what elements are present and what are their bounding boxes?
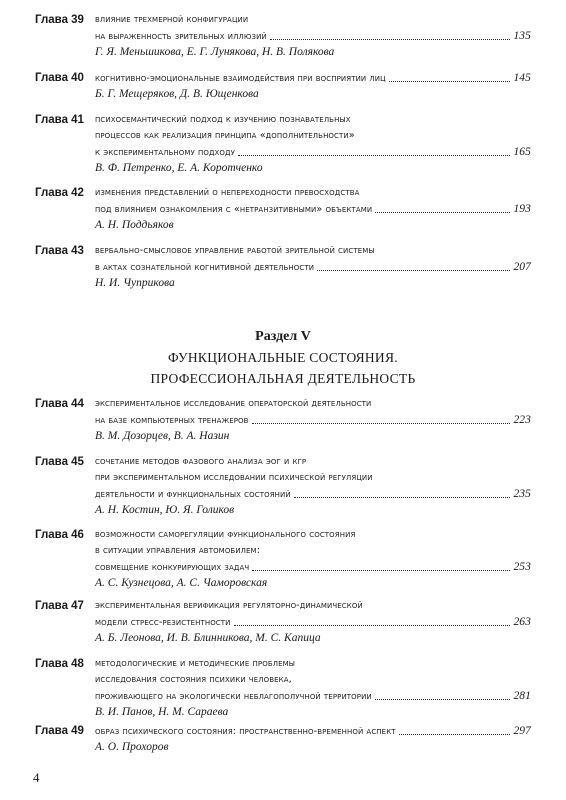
chapter-label: Глава 49 (35, 725, 84, 737)
title-line: возможности саморегуляции функционального состояния (95, 529, 356, 540)
page-ref: 297 (513, 725, 531, 737)
leader-dots (238, 154, 510, 156)
page-ref: 235 (513, 488, 531, 500)
leader-dots (375, 698, 511, 700)
authors: А. Н. Костин, Ю. Я. Голиков (95, 504, 235, 516)
title-line: экспериментальная верификация регуляторно-динамической (95, 600, 363, 611)
chapter-label: Глава 43 (35, 245, 84, 257)
title-line: на базе компьютерных тренажеров 223 (95, 414, 531, 426)
page-ref: 223 (513, 414, 531, 426)
title-line: на выраженность зрительных иллюзий 135 (95, 30, 531, 42)
title-line: образ психического состояния: пространственно-временной аспект 297 (95, 725, 531, 737)
title-line: совмещение конкурирующих задач 253 (95, 561, 531, 573)
title-line: сочетание методов фазового анализа эог и кгр (95, 456, 307, 467)
leader-dots (270, 38, 511, 40)
authors: В. М. Дозорцев, В. А. Назин (95, 430, 230, 442)
page-ref: 193 (513, 203, 531, 215)
authors: В. И. Панов, Н. М. Сараева (95, 706, 229, 718)
title-line: проживающего на экологически неблагополучной территории 281 (95, 690, 531, 702)
chapter-label: Глава 41 (35, 114, 84, 126)
title-line: к экспериментальному подходу 165 (95, 146, 531, 158)
section-label: Раздел V (255, 329, 311, 344)
title-line: процессов как реализация принципа «дополнительности» (95, 130, 355, 141)
page-ref: 135 (513, 30, 531, 42)
page-ref: 145 (513, 72, 531, 84)
leader-dots (252, 569, 510, 571)
title-line: деятельности и функциональных состояний 235 (95, 488, 531, 500)
title-line: экспериментальное исследование операторской деятельности (95, 398, 372, 409)
title-line: влияние трехмерной конфигурации (95, 14, 249, 25)
authors: А. Б. Леонова, И. В. Блинникова, М. С. Капица (95, 632, 321, 644)
leader-dots (389, 80, 511, 82)
title-line: изменения представлений о непереходности превосходства (95, 187, 360, 198)
page-ref: 253 (513, 561, 531, 573)
title-line: в актах сознательной когнитивной деятельности 207 (95, 261, 531, 273)
section-title-line-1: ФУНКЦИОНАЛЬНЫЕ СОСТОЯНИЯ. (168, 350, 398, 365)
authors: А. О. Прохоров (95, 741, 169, 753)
leader-dots (294, 496, 511, 498)
title-line: психосемантический подход к изучению познавательных (95, 114, 351, 125)
leader-dots (375, 211, 510, 213)
title-line: модели стресс-резистентности 263 (95, 616, 531, 628)
title-line: при экспериментальном исследовании психической регуляции (95, 472, 373, 483)
authors: А. С. Кузнецова, А. С. Чаморовская (95, 577, 268, 589)
page-ref: 281 (513, 690, 531, 702)
page-ref: 263 (513, 616, 531, 628)
chapter-label: Глава 39 (35, 14, 84, 26)
chapter-label: Глава 46 (35, 529, 84, 541)
authors: Н. И. Чуприкова (95, 277, 175, 289)
chapter-label: Глава 48 (35, 658, 84, 670)
title-line: вербально-смысловое управление работой зрительной системы (95, 245, 375, 256)
title-line: в ситуации управления автомобилем: (95, 545, 261, 556)
title-line: исследования состояния психики человека, (95, 674, 292, 685)
title-line: методологические и методические проблемы (95, 658, 296, 669)
chapter-label: Глава 45 (35, 456, 84, 468)
page-ref: 207 (513, 261, 531, 273)
section-title-line-2: ПРОФЕССИОНАЛЬНАЯ ДЕЯТЕЛЬНОСТЬ (150, 371, 416, 386)
leader-dots (234, 624, 511, 626)
authors: А. Н. Поддьяков (95, 219, 174, 231)
chapter-label: Глава 42 (35, 187, 84, 199)
authors: В. Ф. Петренко, Е. А. Коротченко (95, 162, 263, 174)
leader-dots (252, 422, 511, 424)
leader-dots (317, 269, 510, 271)
title-line: под влиянием ознакомления с «нетранзитивными» объектами 193 (95, 203, 531, 215)
chapter-label: Глава 40 (35, 72, 84, 84)
authors: Г. Я. Меньшикова, Е. Г. Лунякова, Н. В. Полякова (95, 46, 335, 58)
authors: Б. Г. Мещеряков, Д. В. Ющенкова (95, 88, 259, 100)
title-line: когнитивно-эмоциональные взаимодействия при восприятии лиц 145 (95, 72, 531, 84)
page-number: 4 (33, 770, 40, 785)
chapter-label: Глава 47 (35, 600, 84, 612)
leader-dots (399, 733, 511, 735)
chapter-label: Глава 44 (35, 398, 84, 410)
page-ref: 165 (513, 146, 531, 158)
